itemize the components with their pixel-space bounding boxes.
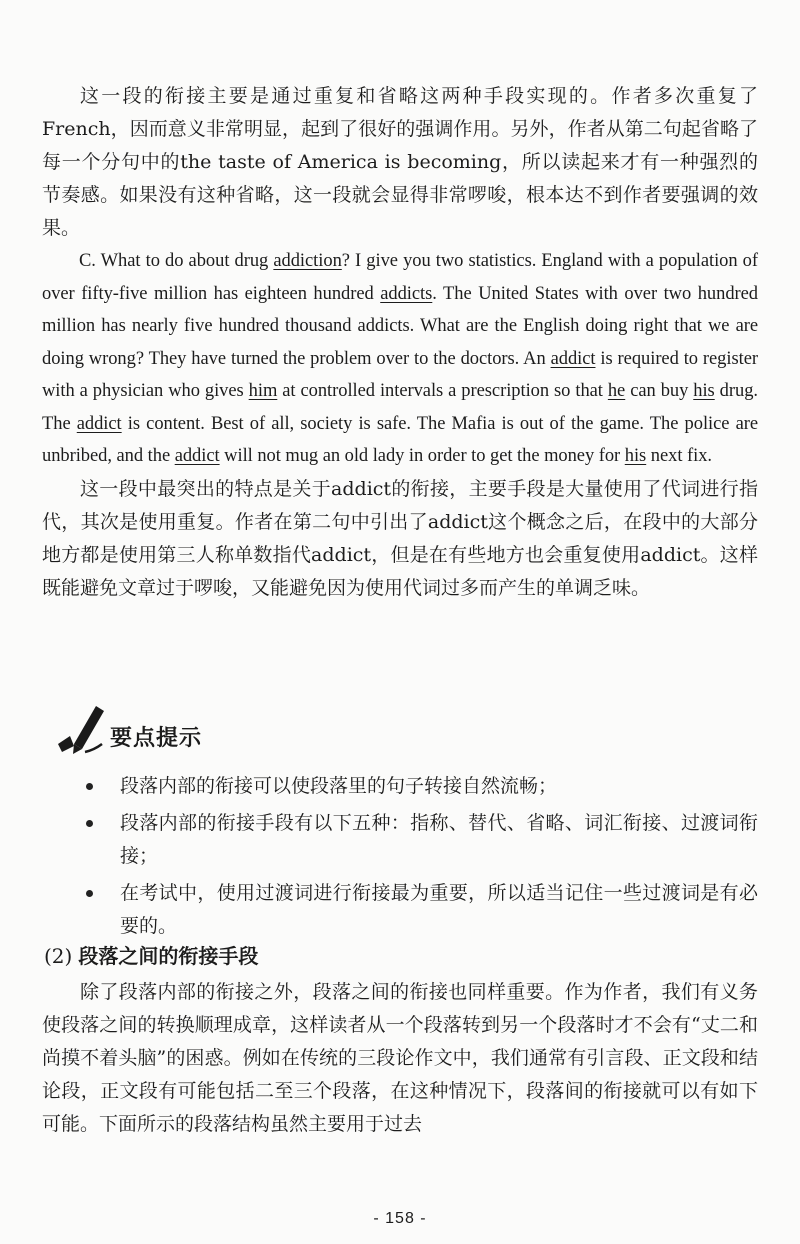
list-item-text: 段落内部的衔接可以使段落里的句子转接自然流畅； [120,775,558,797]
bullet-dot [86,890,93,897]
underlined-word: addict [174,446,220,466]
underlined-word: him [248,381,278,401]
section-title: 段落之间的衔接手段 [78,944,259,968]
paragraph-a-analysis: 这一段的衔接主要是通过重复和省略这两种手段实现的。作者多次重复了French，因而意义非常明显，起到了很好的强调作用。另外，作者从第二句起省略了每一个分句中的the taste of America is becoming，所以读起来才有一种强烈的节奏感。如果没有这种省略，这一段就会显得非常啰唆，根本达不到作者要强调的效果。 [42,85,758,239]
tips-list [86,770,758,947]
underlined-word: he [607,381,626,401]
bullet-dot [86,783,93,790]
example-text: at controlled intervals a prescription so that [277,381,608,401]
list-item [86,877,758,943]
pen-icon [52,700,108,756]
main-text [42,80,758,605]
underlined-word: his [624,446,647,466]
paragraph-c-analysis: 这一段中最突出的特点是关于addict的衔接，主要手段是大量使用了代词进行指代，其次是使用重复。作者在第二句中引出了addict这个概念之后，在段中的大部分地方都是使用第三人称单数指代addict，但是在有些地方也会重复使用addict。这样既能避免文章过于啰唆，又能避免因为使用代词过多而产生的单调乏味。 [42,477,758,599]
example-text: drug. The [42,381,758,434]
list-item [86,807,758,873]
underlined-word: addicts [380,283,433,304]
section-heading [44,940,258,972]
section-number: (2) [44,944,73,968]
list-item-text: 段落内部的衔接手段有以下五种：指称、替代、省略、词汇衔接、过渡词衔接； [120,812,758,867]
example-text: . The United States with over two hundred million has nearly five hundred thousand addicts. What are the English doing right that we are doing wrong? They have turned the problem over to the doctors. An [42,283,758,369]
example-text: can buy [625,381,694,401]
example-text: is content. Best of all, society is safe. The Mafia is out of the game. The police are unbribed, and the [42,413,759,466]
list-item [86,770,758,803]
underlined-word: his [693,381,715,401]
underlined-word: addict [550,348,596,369]
tips-heading [52,700,202,756]
example-text: is required to register with a physician who gives [42,348,758,401]
page-number: - 158 - [373,1210,427,1227]
example-text: ? I give you two statistics. England with a population of over fifty-five million has eighteen hundred [42,251,758,304]
paragraph-d: 除了段落内部的衔接之外，段落之间的衔接也同样重要。作为作者，我们有义务使段落之间的转换顺理成章，这样读者从一个段落转到另一个段落时才不会有“丈二和尚摸不着头脑”的困惑。例如在传统的三段论作文中，我们通常有引言段、正文段和结论段，正文段有可能包括二至三个段落，在这种情况下，段落间的衔接就可以有如下可能。下面所示的段落结构虽然主要用于过去 [42,981,758,1135]
example-paragraph-c [42,245,758,473]
underlined-word: addiction [273,251,342,271]
tips-title: 要点提示 [110,725,203,751]
underlined-word: addict [76,413,122,434]
example-text: next fix. [646,446,712,466]
example-text: will not mug an old lady in order to get the money for [219,446,625,466]
section-body [42,976,758,1141]
bullet-dot [86,820,93,827]
list-item-text: 在考试中，使用过渡词进行衔接最为重要，所以适当记住一些过渡词是有必要的。 [120,882,758,937]
example-text: C. What to do about drug [79,251,274,271]
